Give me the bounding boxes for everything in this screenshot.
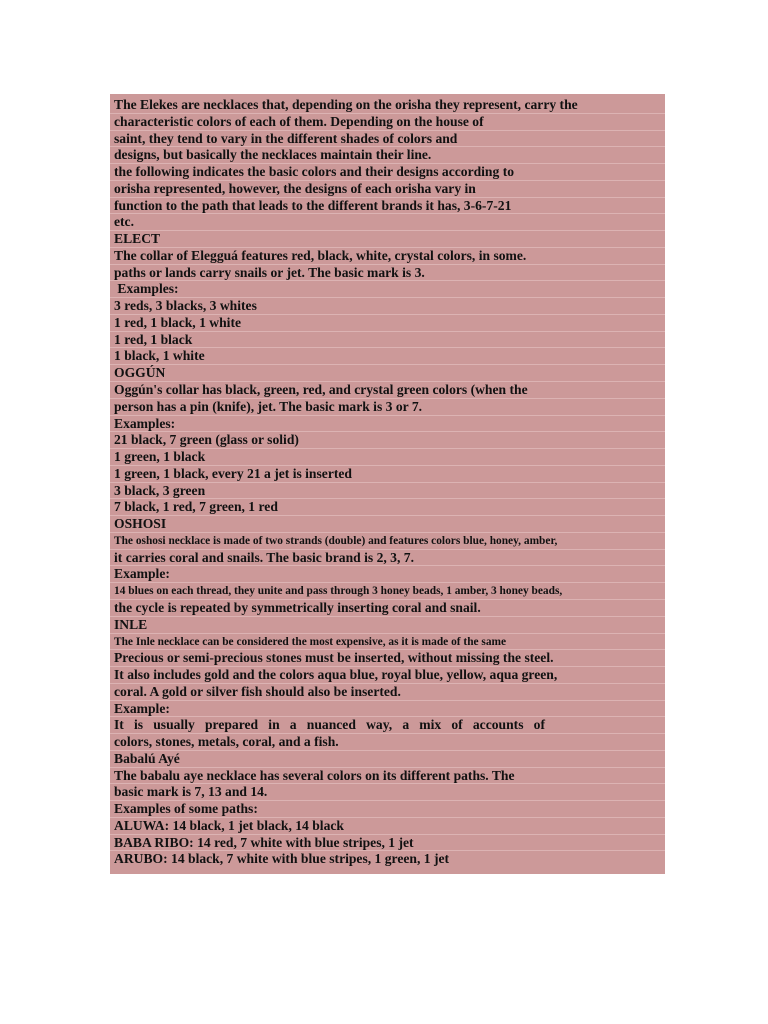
text-line: 3 reds, 3 blacks, 3 whites [110, 298, 665, 315]
text-line: 1 green, 1 black, every 21 a jet is inserted [110, 466, 665, 483]
text-line: colors, stones, metals, coral, and a fish. [110, 734, 665, 751]
text-line: basic mark is 7, 13 and 14. [110, 784, 665, 801]
text-line: The babalu aye necklace has several colors on its different paths. The [110, 768, 665, 785]
text-line: It is usually prepared in a nuanced way, a mix of accounts of [110, 717, 665, 734]
text-line: 21 black, 7 green (glass or solid) [110, 432, 665, 449]
text-line: 1 black, 1 white [110, 348, 665, 365]
section-heading-elect: ELECT [110, 231, 665, 248]
text-line: the cycle is repeated by symmetrically inserting coral and snail. [110, 600, 665, 617]
text-line: 7 black, 1 red, 7 green, 1 red [110, 499, 665, 516]
text-line: it carries coral and snails. The basic brand is 2, 3, 7. [110, 550, 665, 567]
section-heading-oggun: OGGÚN [110, 365, 665, 382]
text-line: Examples: [110, 281, 665, 298]
section-heading-babalu-aye: Babalú Ayé [110, 751, 665, 768]
text-line: Example: [110, 566, 665, 583]
text-line: 1 red, 1 black, 1 white [110, 315, 665, 332]
text-line: Examples of some paths: [110, 801, 665, 818]
text-line: designs, but basically the necklaces maintain their line. [110, 147, 665, 164]
text-line: Example: [110, 701, 665, 718]
text-line: The Elekes are necklaces that, depending on the orisha they represent, carry the [110, 97, 665, 114]
text-line: the following indicates the basic colors and their designs according to [110, 164, 665, 181]
text-line: BABA RIBO: 14 red, 7 white with blue stripes, 1 jet [110, 835, 665, 852]
text-line: 3 black, 3 green [110, 483, 665, 500]
text-line: coral. A gold or silver fish should also be inserted. [110, 684, 665, 701]
text-line: orisha represented, however, the designs of each orisha vary in [110, 181, 665, 198]
section-heading-oshosi: OSHOSI [110, 516, 665, 533]
text-line: It also includes gold and the colors aqua blue, royal blue, yellow, aqua green, [110, 667, 665, 684]
text-line: etc. [110, 214, 665, 231]
text-line: 1 green, 1 black [110, 449, 665, 466]
text-line: The oshosi necklace is made of two strands (double) and features colors blue, honey, amber, [110, 533, 665, 550]
text-line: ALUWA: 14 black, 1 jet black, 14 black [110, 818, 665, 835]
text-line: 14 blues on each thread, they unite and pass through 3 honey beads, 1 amber, 3 honey beads, [110, 583, 665, 600]
section-heading-inle: INLE [110, 617, 665, 634]
text-line: 1 red, 1 black [110, 332, 665, 349]
text-line: saint, they tend to vary in the different shades of colors and [110, 131, 665, 148]
text-line: The collar of Elegguá features red, black, white, crystal colors, in some. [110, 248, 665, 265]
text-line: Oggún's collar has black, green, red, and crystal green colors (when the [110, 382, 665, 399]
text-line: person has a pin (knife), jet. The basic mark is 3 or 7. [110, 399, 665, 416]
text-line: Examples: [110, 416, 665, 433]
text-line: Precious or semi-precious stones must be inserted, without missing the steel. [110, 650, 665, 667]
text-line: The Inle necklace can be considered the most expensive, as it is made of the same [110, 634, 665, 651]
text-line: paths or lands carry snails or jet. The basic mark is 3. [110, 265, 665, 282]
text-line: function to the path that leads to the different brands it has, 3-6-7-21 [110, 198, 665, 215]
text-line: ARUBO: 14 black, 7 white with blue stripes, 1 green, 1 jet [114, 851, 450, 867]
text-line: characteristic colors of each of them. Depending on the house of [110, 114, 665, 131]
document-text-box [110, 94, 665, 874]
